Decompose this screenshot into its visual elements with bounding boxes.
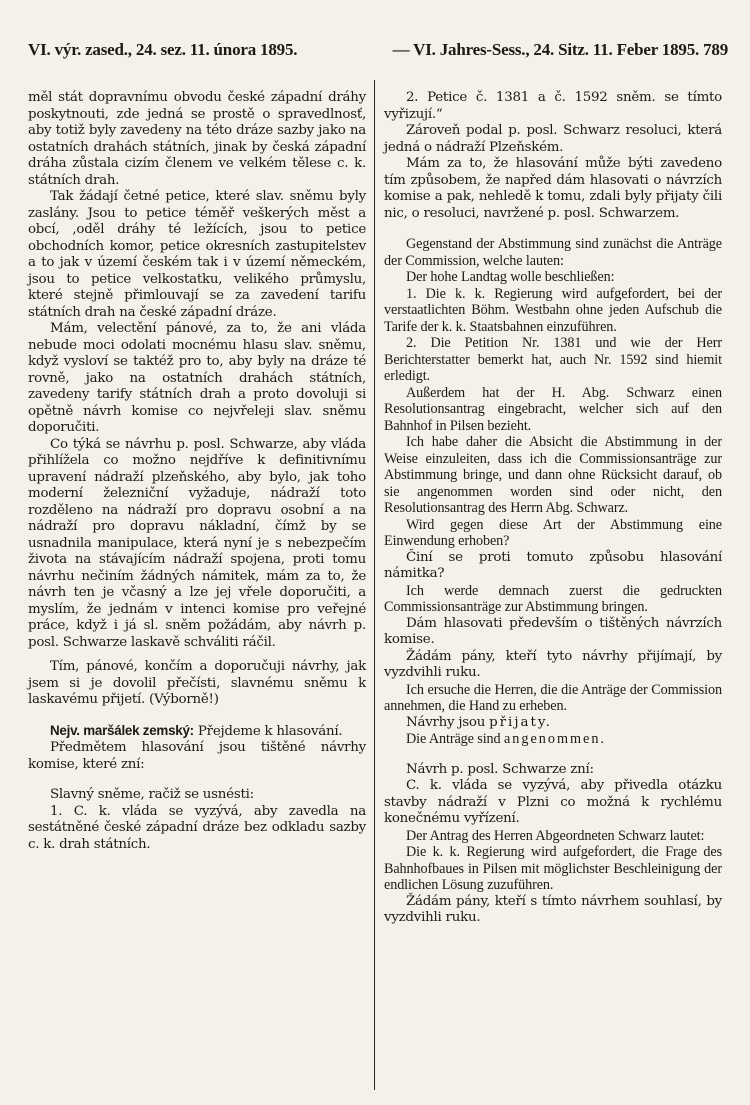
- german-paragraph: Ich werde demnach zuerst die gedruckten Commissionsanträge zur Abstimmung bringen.: [384, 582, 722, 615]
- right-column: [384, 90, 722, 927]
- paragraph: Žádám pány, kteří s tímto návrhem souhlasí, by vyzdvihli ruku.: [384, 893, 722, 925]
- page-header: [28, 40, 728, 66]
- german-paragraph: 1. Die k. k. Regierung wird aufgefordert, bei der verstaatlichten Böhm. Westbahn ohne jeden Aufschub die Tarife der k. k. Staatsbahnen einzuführen.: [384, 285, 722, 335]
- speaker-text: Přejdeme k hlasování.: [197, 723, 343, 739]
- german-paragraph: Wird gegen diese Art der Abstimmung eine Einwendung erhoben?: [384, 516, 722, 549]
- paragraph: Žádám pány, kteří tyto návrhy přijímají, by vyzdvihli ruku.: [384, 648, 722, 680]
- result-emphasis: angenommen.: [504, 731, 606, 747]
- paragraph: Tím, pánové, končím a doporučuji návrhy, jak jsem si je dovolil přečísti, slavnému sněmu k laskavému přijetí. (Výborně!): [28, 659, 366, 707]
- left-column: [28, 90, 366, 853]
- german-paragraph: Gegenstand der Abstimmung sind zunächst die Anträge der Commission, welche lauten:: [384, 236, 722, 269]
- paragraph: Dám hlasovati především o tištěných návrzích komise.: [384, 615, 722, 647]
- paragraph: 1. C. k. vláda se vyzývá, aby zavedla na sestátněné české západní dráze bez odkladu sazby c. k. drah státních.: [28, 803, 366, 852]
- paragraph: 2. Petice č. 1381 a č. 1592 sněm. se tímto vyřizují.“: [384, 90, 722, 122]
- paragraph: Zároveň podal p. posl. Schwarz resoluci, která jedná o nádraží Plzeňském.: [384, 123, 722, 155]
- paragraph: Předmětem hlasování jsou tištěné návrhy komise, které zní:: [28, 740, 366, 772]
- result-text: Die Anträge sind: [406, 731, 504, 747]
- paragraph: Co týká se návrhu p. posl. Schwarze, aby vláda přihlížela co možno nejdříve k definitivnímu upravení nádraží plzeňského, aby bylo, jak toho moderní železniční vyžaduje, nádraží toto rozděleno na nádraží pro dopravu osobní a na nádraží pro dopravu nákladní, čímž by se usnadnila manipulace, která nyní je s nebezpečím života na stávajícím nádraží spojena, proti tomu návrhu nečiním žádných námitek, mám za to, že návrh ten je včasný a lze jej vřele doporučiti, a myslím, že jednám v intenci komise pro veřejné práce, když i já sl. sněm požádám, aby návrh p. posl. Schwarze laskavě schváliti ráčil.: [28, 436, 366, 650]
- result-paragraph-german: [384, 731, 722, 748]
- speaker-name: Nejv. maršálek zemský:: [50, 722, 194, 738]
- german-paragraph: Der Antrag des Herren Abgeordneten Schwarz lautet:: [406, 827, 705, 844]
- german-paragraph: Die k. k. Regierung wird aufgefordert, die Frage des Bahnhofbaues in Pilsen mit möglichster Beschleinigung der endlichen Lösung zuzuführen.: [384, 844, 722, 893]
- paragraph: Tak žádají četné petice, které slav. sněmu byly zaslány. Jsou to petice téměř veškerých měst a obcí, ,oděl dráhy té ležících, jsou to petice obchodních komor, petice okresních zastupitelstev a to jak v území českém tak i v území německém, jsou to petice velkostatku, velikého průmyslu, které stejně přimlouvají se za zavedení tarifu státních drah na české západní dráze.: [28, 189, 366, 320]
- speaker-paragraph: [28, 723, 366, 741]
- paragraph: Návrh p. posl. Schwarze zní:: [406, 761, 594, 777]
- paragraph: Mám za to, že hlasování může býti zavedeno tím způsobem, že napřed dám hlasovati o návrzích komise a pak, nehledě k tomu, zdali byly přijaty čili nic, o resoluci, navržené p. posl. Schwarzem.: [384, 156, 722, 221]
- header-german: — VI. Jahres-Sess., 24. Sitz. 11. Feber 1895. 789: [392, 40, 728, 59]
- german-paragraph: Außerdem hat der H. Abg. Schwarz einen Resolutionsantrag eingebracht, welcher sich auf den Bahnhof in Pilsen bezieht.: [384, 384, 722, 434]
- paragraph: Slavný sněme, račiž se usnésti:: [50, 787, 254, 802]
- paragraph: Mám, velectění pánové, za to, že ani vláda nebude moci odolati mocnému hlasu slav. sněmu, když vysloví se taktéž pro to, aby byly na dráze té rovně, jako na ostatních drahách státních, zavedeny tarify státních drah a proto dovoluji si opětně návrh komise co nejvřeleji slav. sněmu doporučiti.: [28, 321, 366, 435]
- result-emphasis: přijaty.: [489, 714, 552, 730]
- german-paragraph: Ich ersuche die Herren, die die Anträge der Commission annehmen, die Hand zu erheben.: [384, 681, 722, 714]
- german-paragraph: 2. Die Petition Nr. 1381 und wie der Herr Berichterstatter bemerkt hat, auch Nr. 1592 sind hiemit erledigt.: [384, 335, 722, 384]
- paragraph: měl stát dopravnímu obvodu české západní dráhy poskytnouti, zde jedná se prostě o spravedlnosť, aby totiž byly zavedeny na této dráze sazby jako na ostatních drahách státních, jinak by česká západní dráha zůstala cizím členem ve velkém tělese c. k. státních drah.: [28, 90, 366, 188]
- german-paragraph: Ich habe daher die Absicht die Abstimmung in der Weise einzuleiten, dass ich die Commissionsanträge zur Abstimmung bringe, und dann ohne Rücksicht darauf, ob sie angenommen worden sind oder nicht, den Resolutionsantrag des Herrn Abg. Schwarz.: [384, 434, 722, 516]
- header-czech: VI. výr. zased., 24. sez. 11. února 1895.: [28, 40, 298, 59]
- paragraph: C. k. vláda se vyzývá, aby přivedla otázku stavby nádraží v Plzni co možná k rychlému konečnému vyřízení.: [384, 778, 722, 826]
- german-paragraph: Der hohe Landtag wolle beschließen:: [406, 269, 615, 285]
- column-divider: [374, 80, 375, 1090]
- result-text: Návrhy jsou: [406, 714, 490, 730]
- result-paragraph: [384, 715, 722, 732]
- paragraph: Činí se proti tomuto způsobu hlasování námitka?: [384, 549, 722, 581]
